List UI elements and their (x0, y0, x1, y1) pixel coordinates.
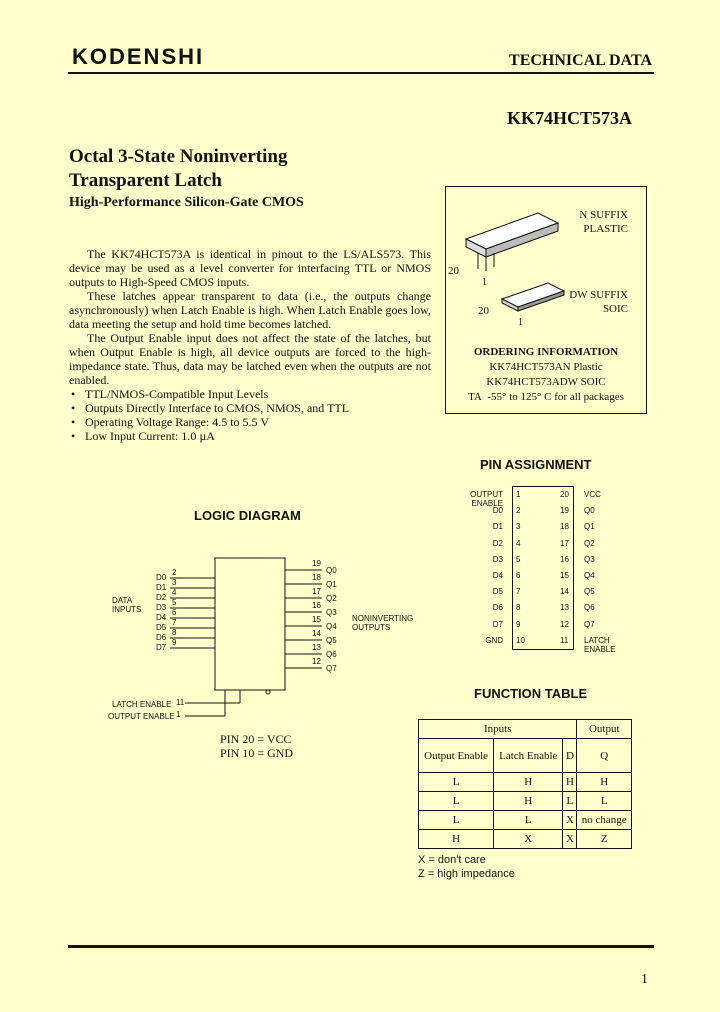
feature-item: • Low Input Current: 1.0 µA (69, 429, 431, 443)
order-line: KK74HCT573ADW SOIC (486, 376, 606, 388)
output-pin: 12 (312, 657, 321, 666)
table-cell: H (419, 830, 494, 849)
table-cell: X (494, 830, 563, 849)
table-note: X = don't care (418, 854, 486, 866)
pin-number-left: 6 (516, 571, 521, 580)
page-title (69, 145, 287, 193)
pin-name-left: D7 (492, 619, 503, 629)
function-table (418, 719, 632, 849)
input-name: D3 (156, 603, 167, 612)
output-name: Q6 (326, 650, 337, 659)
table-cell: H (563, 773, 577, 792)
output-pin: 18 (312, 573, 321, 582)
pin-number-right: 15 (560, 571, 569, 580)
table-cell: Z (577, 830, 632, 849)
pin-number-left: 9 (516, 619, 521, 629)
column-header: D (563, 739, 577, 773)
pin-name-right: VCC (584, 490, 601, 499)
table-cell: L (577, 792, 632, 811)
table-cell: L (494, 811, 563, 830)
pin-name-left: D4 (492, 571, 503, 580)
output-enable-pin: 1 (176, 710, 181, 719)
pin-number-right: 13 (560, 603, 569, 613)
input-name: D1 (156, 583, 167, 592)
dip-pin20-label: 20 (448, 265, 459, 277)
output-name: Q0 (326, 566, 337, 575)
pin-number-left: 3 (516, 522, 521, 532)
pin-name-left: D1 (492, 522, 503, 532)
output-group-header: Output (577, 720, 632, 739)
input-name: D4 (156, 613, 167, 622)
pin-number-right: 12 (560, 619, 569, 629)
input-pin: 8 (172, 628, 177, 637)
pin-name-right: Q5 (584, 587, 595, 597)
pin10-note: PIN 10 = GND (220, 746, 294, 760)
table-row (419, 792, 632, 811)
pin-name-right: Q4 (584, 571, 595, 580)
package-box (445, 186, 647, 414)
output-name: Q2 (326, 594, 337, 603)
page-number: 1 (641, 972, 648, 987)
pin-name-right: Q6 (584, 603, 595, 613)
table-cell: L (419, 773, 494, 792)
order-line: KK74HCT573AN Plastic (489, 361, 603, 373)
input-pin: 4 (172, 588, 177, 597)
dw-suffix-label: DW SUFFIX (569, 289, 628, 301)
column-header: Output Enable (419, 739, 494, 773)
table-cell: H (494, 792, 563, 811)
soic-pin20-label: 20 (478, 305, 489, 317)
temp-symbol: TA (468, 391, 482, 403)
table-row (419, 811, 632, 830)
description-paragraph: These latches appear transparent to data (i.e., the outputs change asynchronously) when Latch Enable is high. When Latch Enable goes low, data meeting the setup and hold time becomes latched. (69, 289, 431, 331)
input-name: D0 (156, 573, 167, 582)
ordering-title: ORDERING INFORMATION (473, 346, 619, 358)
pin-name-left: OUTPUT ENABLE (470, 490, 503, 508)
footer-rule (68, 945, 654, 948)
table-note: Z = high impedance (418, 868, 515, 880)
pin-name-right: Q0 (584, 506, 595, 516)
description (69, 247, 431, 443)
pin-number-left: 5 (516, 554, 521, 564)
soic-package-drawing (498, 279, 568, 319)
header-rule (68, 72, 654, 74)
output-name: Q1 (326, 580, 337, 589)
pin-number-left: 2 (516, 506, 521, 516)
description-paragraph: The KK74HCT573A is identical in pinout to the LS/ALS573. This device may be used as a level converter for interfacing TTL or NMOS outputs to High-Speed CMOS inputs. (69, 247, 431, 289)
output-name: Q3 (326, 608, 337, 617)
table-cell: X (563, 811, 577, 830)
table-cell: X (563, 830, 577, 849)
pin-name-left: D0 (492, 506, 503, 516)
output-name: Q4 (326, 622, 337, 631)
input-pin: 9 (172, 638, 177, 647)
n-suffix-label: N SUFFIX (579, 209, 628, 221)
pin-name-right: LATCH ENABLE (584, 635, 616, 654)
table-cell: H (577, 773, 632, 792)
feature-item: • TTL/NMOS-Compatible Input Levels (69, 387, 431, 401)
section-label: TECHNICAL DATA (509, 52, 652, 69)
pin-name-left: D6 (492, 603, 503, 613)
logic-diagram-title: LOGIC DIAGRAM (194, 508, 301, 523)
table-cell: L (563, 792, 577, 811)
pin-number-right: 18 (560, 522, 569, 532)
input-pin: 7 (172, 618, 177, 627)
outputs-label: NONINVERTING OUTPUTS (352, 614, 414, 632)
output-name: Q7 (326, 664, 337, 673)
table-row (419, 773, 632, 792)
pin-number-left: 10 (516, 635, 525, 645)
input-pin: 2 (172, 568, 177, 577)
pin-name-right: Q2 (584, 538, 595, 548)
dip-pin1-label: 1 (482, 277, 487, 288)
function-table-notes (418, 853, 515, 881)
pin-number-right: 11 (560, 635, 569, 645)
pin-number-right: 16 (560, 554, 569, 564)
pin-name-left: D3 (492, 554, 503, 564)
pin-name-right: Q3 (584, 554, 595, 564)
pin-number-right: 19 (560, 506, 569, 516)
data-inputs-label: DATA INPUTS (112, 596, 142, 614)
pin-name-right: Q1 (584, 522, 595, 532)
input-name: D2 (156, 593, 167, 602)
output-name: Q5 (326, 636, 337, 645)
pin-number-left: 4 (516, 538, 521, 548)
output-pin: 17 (312, 587, 321, 596)
pin-name-left: GND (485, 635, 503, 645)
input-pin: 5 (172, 598, 177, 607)
table-cell: no change (577, 811, 632, 830)
input-name: D6 (156, 633, 167, 642)
pin-name-right: Q7 (584, 619, 595, 629)
soic-pin1-label: 1 (518, 317, 523, 328)
pin-number-right: 14 (560, 587, 569, 597)
title-line-1: Octal 3-State Noninverting (69, 146, 288, 167)
pin20-note: PIN 20 = VCC (220, 732, 292, 746)
n-package-type: PLASTIC (583, 223, 628, 235)
pin-number-left: 1 (516, 490, 521, 499)
table-cell: L (419, 811, 494, 830)
pin-assignment-title: PIN ASSIGNMENT (480, 457, 592, 472)
company-logo: KODENSHI (72, 44, 205, 69)
feature-item: • Outputs Directly Interface to CMOS, NMOS, and TTL (69, 401, 431, 415)
output-enable-label: OUTPUT ENABLE (108, 712, 175, 721)
column-header: Latch Enable (494, 739, 563, 773)
inputs-group-header: Inputs (419, 720, 577, 739)
input-name: D5 (156, 623, 167, 632)
input-pin: 6 (172, 608, 177, 617)
pin-number-right: 20 (560, 490, 569, 499)
ordering-info (446, 345, 646, 405)
title-line-2: Transparent Latch (69, 170, 222, 191)
output-pin: 16 (312, 601, 321, 610)
feature-list (69, 387, 431, 443)
pin-number-left: 8 (516, 603, 521, 613)
output-pin: 19 (312, 559, 321, 568)
column-header: Q (577, 739, 632, 773)
page-subtitle: High-Performance Silicon-Gate CMOS (69, 195, 304, 210)
dw-package-type: SOIC (602, 303, 628, 315)
part-number: KK74HCT573A (506, 108, 632, 128)
latch-enable-pin: 11 (176, 698, 185, 707)
output-pin: 14 (312, 629, 321, 638)
pin-number-left: 7 (516, 587, 521, 597)
table-row (419, 830, 632, 849)
output-pin: 13 (312, 643, 321, 652)
input-name: D7 (156, 643, 167, 652)
dip-package-drawing (458, 205, 568, 277)
description-paragraph: The Output Enable input does not affect the state of the latches, but when Output Enable is high, all device outputs are forced to the high-impedance state. Thus, data may be latched even when the outputs are not enabled. (69, 331, 431, 387)
pin-name-left: D2 (492, 538, 503, 548)
feature-item: • Operating Voltage Range: 4.5 to 5.5 V (69, 415, 431, 429)
input-pin: 3 (172, 578, 177, 587)
output-pin: 15 (312, 615, 321, 624)
latch-enable-label: LATCH ENABLE (112, 700, 172, 709)
table-cell: H (494, 773, 563, 792)
pin-number-right: 17 (560, 538, 569, 548)
table-cell: L (419, 792, 494, 811)
temp-text: -55° to 125° C for all packages (487, 391, 624, 403)
pin-name-left: D5 (492, 587, 503, 597)
function-table-title: FUNCTION TABLE (474, 686, 588, 701)
temperature-range (446, 390, 646, 405)
